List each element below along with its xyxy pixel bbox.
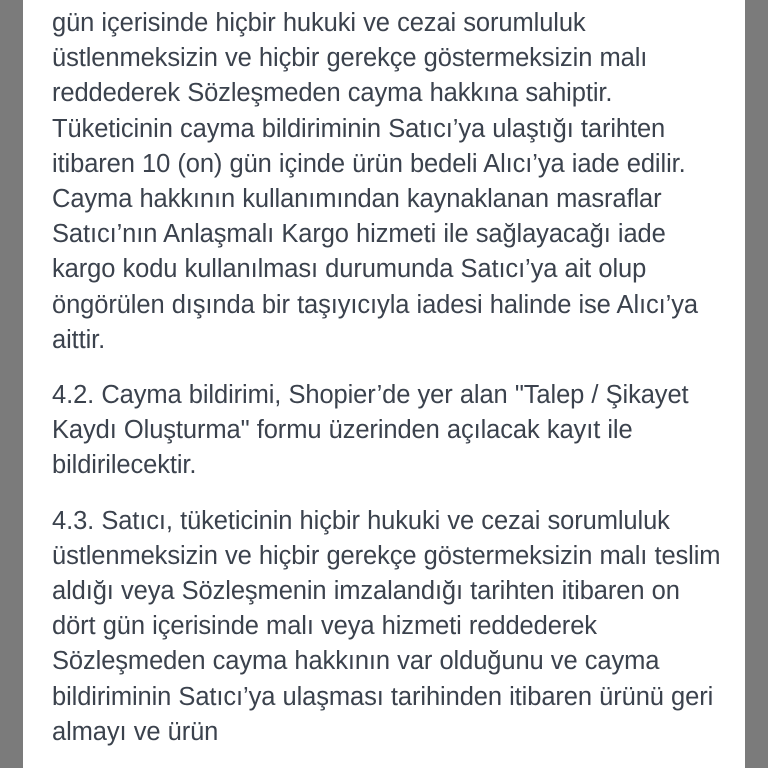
left-gutter <box>0 0 23 768</box>
right-gutter <box>745 0 768 768</box>
document-content <box>23 6 745 750</box>
paragraph-clause-4-3: 4.3. Satıcı, tüketicinin hiçbir hukuki ve cezai sorumluluk üstlenmeksizin ve hiçbir gerekçe göstermeksizin malı teslim aldığı veya Sözleşmenin imzalandığı tarihten itibaren on dört gün içerisinde malı veya hizmeti reddederek Sözleşmeden cayma hakkının var olduğunu ve cayma bildiriminin Satıcı’ya ulaşması tarihinden itibaren ürünü geri almayı ve ürün <box>52 506 721 746</box>
paragraph-clause-4-2: 4.2. Cayma bildirimi, Shopier’de yer alan "Talep / Şikayet Kaydı Oluşturma" formu üzerinden açılacak kayıt ile bildirilecektir. <box>52 381 689 480</box>
document-viewport[interactable] <box>23 0 745 768</box>
paragraph-clause-4-1-continued: gün içerisinde hiçbir hukuki ve cezai sorumluluk üstlenmeksizin ve hiçbir gerekçe göstermeksizin malı reddederek Sözleşmeden cayma hakkına sahiptir. Tüketicinin cayma bildiriminin Satıcı’ya ulaştığı tarihten itibaren 10 (on) gün içinde ürün bedeli Alıcı’ya iade edilir. Cayma hakkının kullanımından kaynaklanan masraflar Satıcı’nın Anlaşmalı Kargo hizmeti ile sağlayacağı iade kargo kodu kullanılması durumunda Satıcı’ya ait olup öngörülen dışında bir taşıyıcıyla iadesi halinde ise Alıcı’ya aittir. <box>52 9 698 354</box>
